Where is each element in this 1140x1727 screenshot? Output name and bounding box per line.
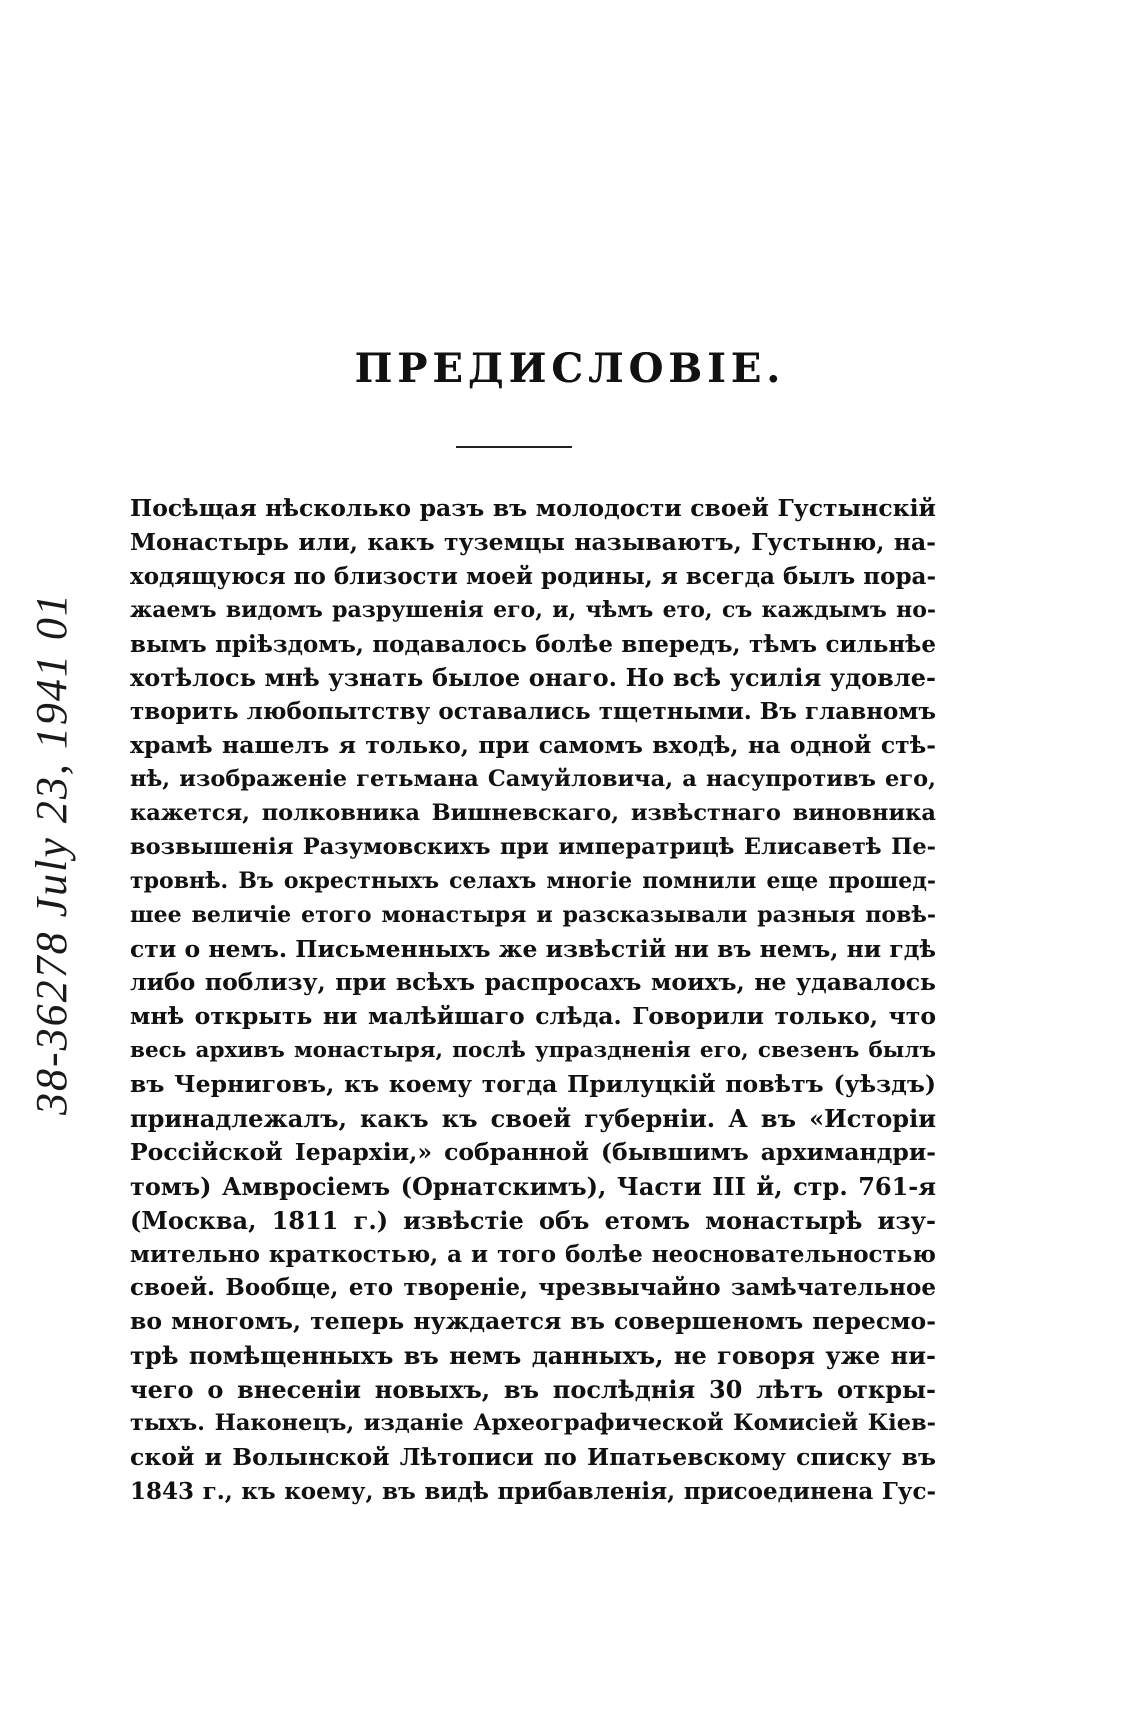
text-line: чего о внесеніи новыхъ, въ послѣднія 30 лѣтъ откры-: [130, 1375, 936, 1405]
text-line: мительно краткостью, а и того болѣе неосновательностью: [130, 1240, 936, 1268]
text-line: Монастырь или, какъ туземцы называютъ, Густыню, на-: [130, 527, 936, 556]
text-line: тровнѣ. Въ окрестныхъ селахъ многіе помнили еще прошед-: [130, 867, 936, 894]
text-line: вымъ пріѣздомъ, подавалось болѣе впередъ, тѣмъ сильнѣе: [130, 630, 936, 658]
handwritten-margin-note: 38-36278 July 23, 1941 01: [27, 592, 76, 1115]
page-title: ПРЕДИСЛОВІЕ.: [354, 345, 786, 392]
text-line: тыхъ. Наконецъ, изданіе Археографической Комисіей Кіев-: [130, 1410, 936, 1437]
text-line: хотѣлось мнѣ узнать былое онаго. Но всѣ усилія удовле-: [130, 663, 936, 693]
text-line: Россійской Іерархіи,» собранной (бывшимъ архимандри-: [130, 1137, 936, 1166]
text-line: мнѣ открыть ни малѣйшаго слѣда. Говорили только, что: [130, 1002, 936, 1031]
text-line: (Москва, 1811 г.) извѣстіе объ етомъ монастырѣ изу-: [130, 1205, 936, 1235]
text-line: своей. Вообще, ето твореніе, чрезвычайно замѣчательное: [130, 1274, 936, 1302]
text-line: жаемъ видомъ разрушенія его, и, чѣмъ ето, съ каждымъ но-: [130, 596, 936, 623]
text-line: храмѣ нашелъ я только, при самомъ входѣ, на одной стѣ-: [130, 731, 936, 760]
text-line: кажется, полковника Вишневскаго, извѣстнаго виновника: [130, 800, 936, 827]
text-line: весь архивъ монастыря, послѣ упраздненія его, свезенъ былъ: [130, 1038, 936, 1064]
text-line: нѣ, изображеніе гетьмана Самуйловича, а насупротивъ его,: [130, 766, 936, 793]
text-line: 1843 г., къ коему, въ видѣ прибавленія, присоединена Гус-: [130, 1477, 936, 1505]
text-line: творить любопытству оставались тщетными. Въ главномъ: [130, 698, 936, 726]
text-line: въ Черниговъ, къ коему тогда Прилуцкій повѣтъ (уѣздъ): [130, 1070, 936, 1099]
text-line: ской и Волынской Лѣтописи по Ипатьевскому списку въ: [130, 1442, 936, 1471]
text-line: возвышенія Разумовскихъ при императрицѣ Елисаветѣ Пе-: [130, 833, 936, 860]
text-line: либо поблизу, при всѣхъ распросахъ моихъ, не удавалось: [130, 968, 936, 997]
text-line: ходящуюся по близости моей родины, я всегда былъ пора-: [130, 562, 936, 590]
body-paragraph: [130, 492, 936, 1509]
text-line: шее величіе етого монастыря и разсказывали разныя повѣ-: [130, 901, 936, 928]
text-line: сти о немъ. Письменныхъ же извѣстій ни въ немъ, ни гдѣ: [130, 934, 936, 963]
text-line: Посѣщая нѣсколько разъ въ молодости своей Густынскій: [130, 494, 936, 522]
text-line: принадлежалъ, какъ къ своей губерніи. А въ «Исторіи: [130, 1104, 936, 1134]
text-line: трѣ помѣщенныхъ въ немъ данныхъ, не говоря уже ни-: [130, 1341, 936, 1371]
text-line: томъ) Амвросіемъ (Орнатскимъ), Части III й, стр. 761-я: [130, 1171, 936, 1201]
text-line: во многомъ, теперь нуждается въ совершеномъ пересмо-: [130, 1307, 936, 1336]
title-divider: [456, 446, 572, 448]
